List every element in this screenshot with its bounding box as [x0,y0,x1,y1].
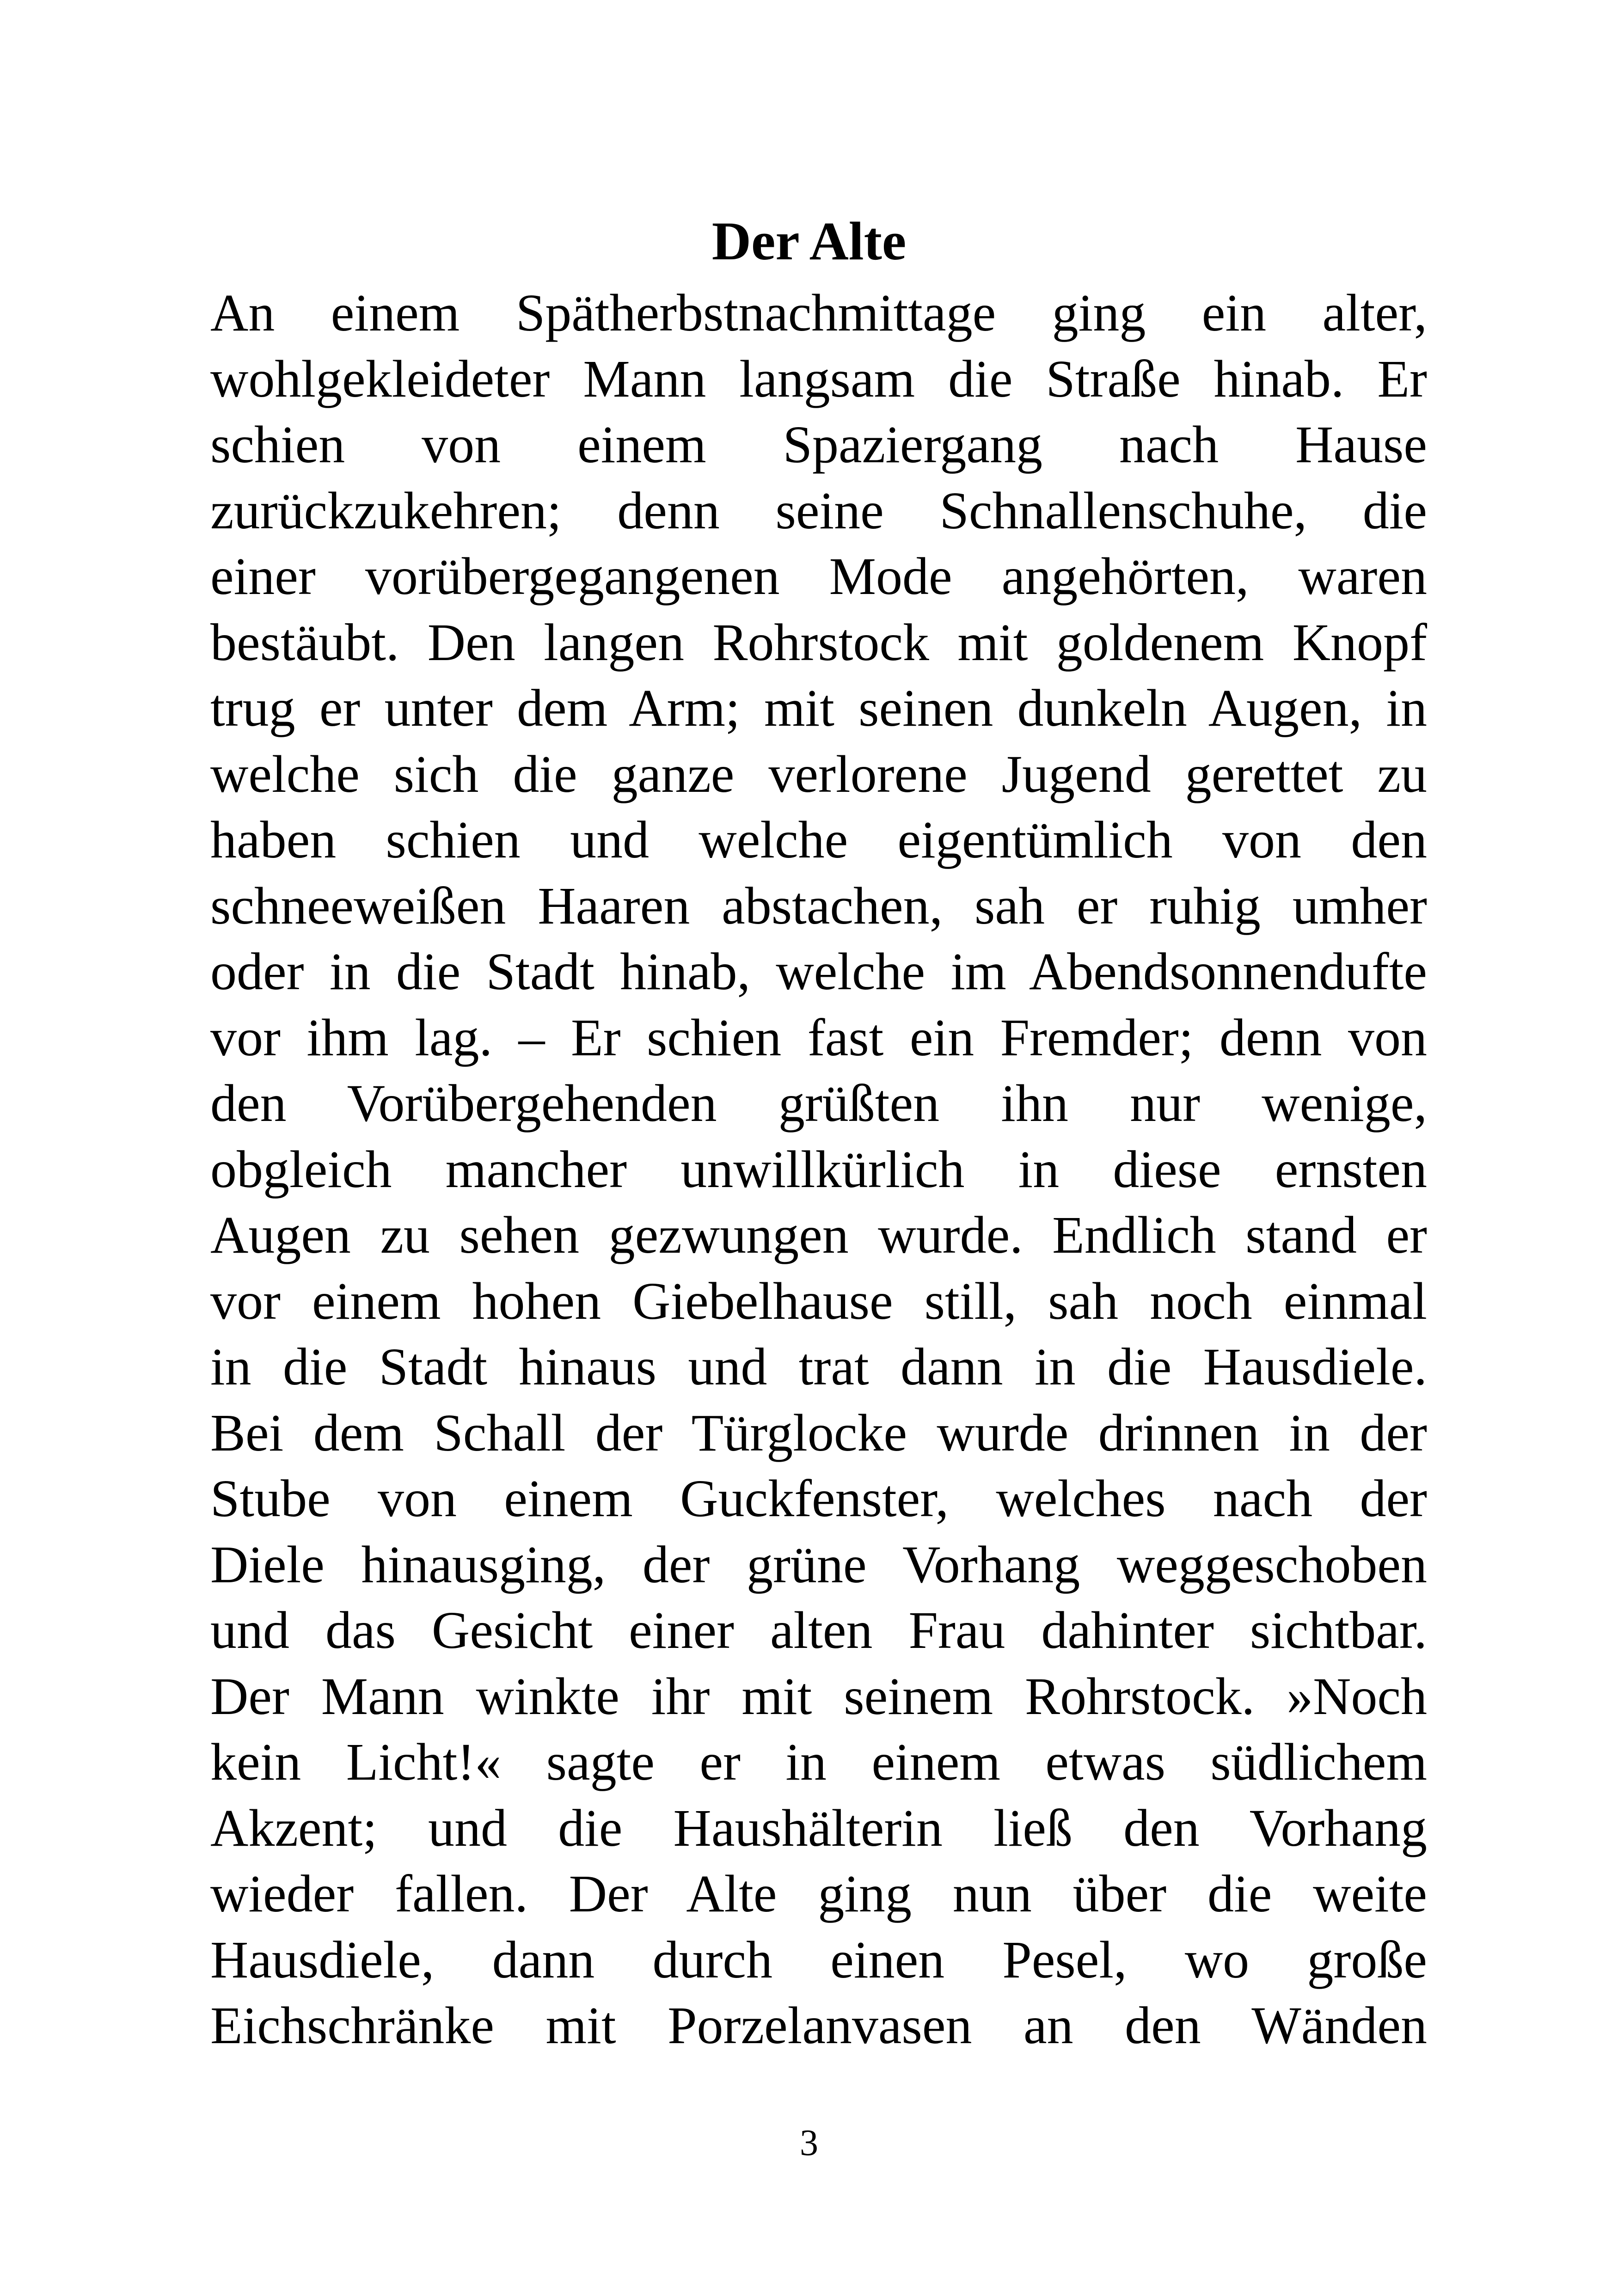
text-line: wieder fallen. Der Alte ging nun über die weite [210,1864,1427,1923]
text-line: obgleich mancher unwillkürlich in diese ernsten [210,1139,1427,1199]
text-line: zurückzukehren; denn seine Schnallenschuhe, die [210,481,1427,540]
page-number: 3 [800,2123,818,2163]
text-line: Augen zu sehen gezwungen wurde. Endlich stand er [210,1206,1427,1264]
text-line: in die Stadt hinaus und trat dann in die Hausdiele. [210,1337,1427,1396]
text-line: kein Licht!« sagte er in einem etwas südlichem [210,1733,1427,1791]
text-line: Akzent; und die Haushälterin ließ den Vorhang [210,1798,1427,1857]
text-line: Diele hinausging, der grüne Vorhang weggeschoben [210,1535,1427,1594]
text-line: oder in die Stadt hinab, welche im Abendsonnendufte [210,942,1427,1001]
text-line: vor ihm lag. – Er schien fast ein Fremder; denn von [210,1008,1427,1067]
text-line: schien von einem Spaziergang nach Hause [210,415,1427,474]
text-line: Bei dem Schall der Türglocke wurde drinnen in der [210,1403,1427,1462]
text-line: und das Gesicht einer alten Frau dahinter sichtbar. [210,1601,1427,1659]
text-line: einer vorübergegangenen Mode angehörten, waren [210,547,1427,606]
text-line: An einem Spätherbstnachmittage ging ein alter, [210,283,1427,342]
text-line: haben schien und welche eigentümlich von den [210,810,1427,869]
text-line: Eichschränke mit Porzelanvasen an den Wänden [210,1996,1427,2055]
text-line: Hausdiele, dann durch einen Pesel, wo große [210,1930,1427,1989]
text-line: Stube von einem Guckfenster, welches nach der [210,1469,1427,1528]
text-line: vor einem hohen Giebelhause still, sah noch einmal [210,1271,1427,1330]
text-line: den Vorübergehenden grüßten ihn nur wenige, [210,1074,1427,1133]
text-line: bestäubt. Den langen Rohrstock mit goldenem Knopf [210,612,1427,672]
text-line: trug er unter dem Arm; mit seinen dunkeln Augen, in [210,679,1427,737]
text-line: schneeweißen Haaren abstachen, sah er ruhig umher [210,876,1427,935]
chapter-title: Der Alte [711,211,907,271]
text-line: welche sich die ganze verlorene Jugend gerettet zu [210,744,1427,803]
body-text [210,280,1427,2059]
text-line: wohlgekleideter Mann langsam die Straße hinab. Er [210,349,1427,408]
text-line: Der Mann winkte ihr mit seinem Rohrstock. »Noch [210,1666,1427,1726]
